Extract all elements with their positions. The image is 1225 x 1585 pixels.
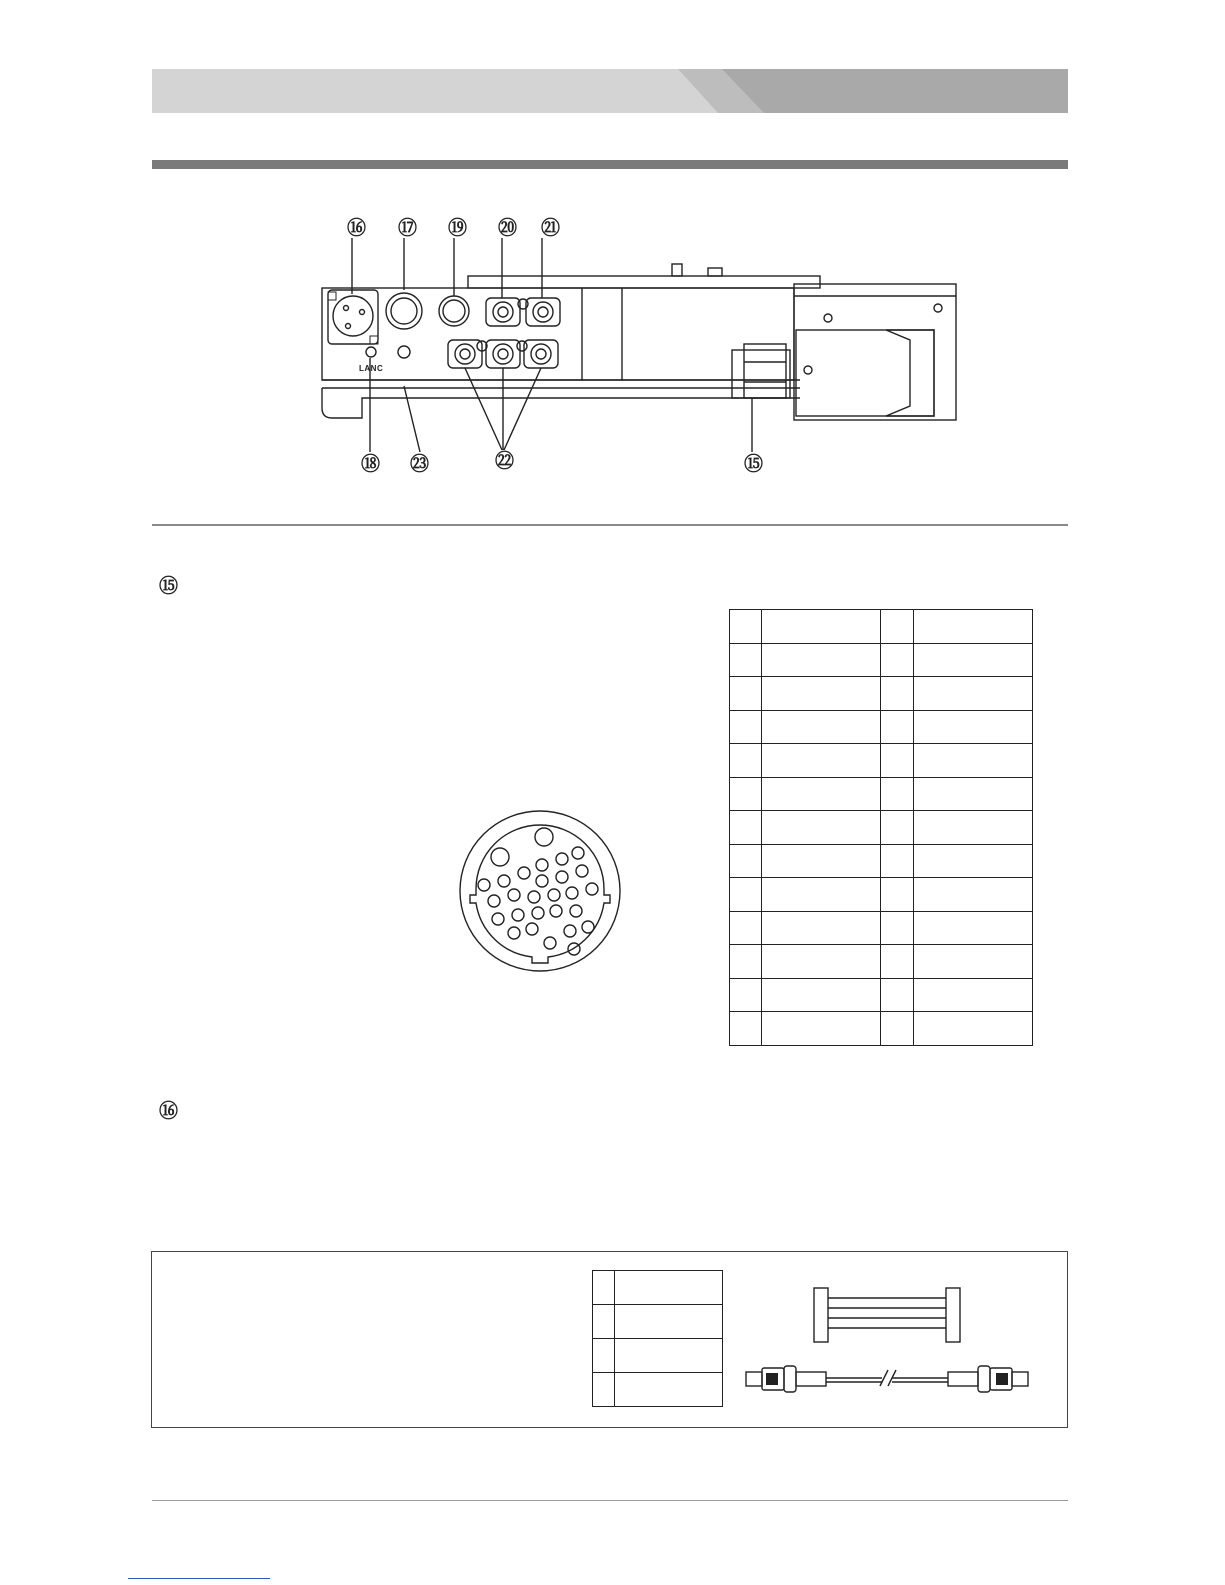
pin-number [730, 777, 762, 811]
pin-number [730, 643, 762, 677]
pin-number [730, 811, 762, 845]
pin-number [881, 1012, 913, 1046]
table-row [593, 1305, 723, 1339]
table-row [730, 710, 1033, 744]
signal-name [913, 945, 1032, 979]
callout-16: ⑯ [347, 217, 367, 239]
pin-number [730, 677, 762, 711]
table-row [730, 744, 1033, 778]
pin-number [593, 1373, 615, 1407]
callout-21: ㉑ [541, 217, 561, 239]
signal-name [913, 677, 1032, 711]
table-row [730, 945, 1033, 979]
pin-number [881, 844, 913, 878]
signal-name [762, 978, 881, 1012]
table-row [593, 1271, 723, 1305]
pin-number [730, 945, 762, 979]
pin-number [730, 844, 762, 878]
callout-15: ⑮ [744, 453, 764, 475]
table-row [730, 978, 1033, 1012]
pin-number [881, 744, 913, 778]
pin-number [730, 911, 762, 945]
signal-name [762, 911, 881, 945]
table-row [730, 911, 1033, 945]
signal-name [615, 1305, 723, 1339]
table-row [730, 1012, 1033, 1046]
signal-name [913, 844, 1032, 878]
pin-number [881, 610, 913, 644]
signal-name [913, 777, 1032, 811]
pin-number [881, 978, 913, 1012]
pin-number [730, 610, 762, 644]
pin-number [881, 710, 913, 744]
pin-number [881, 878, 913, 912]
signal-name [762, 945, 881, 979]
signal-name [762, 677, 881, 711]
table-row [730, 677, 1033, 711]
lanc-label: LANC [359, 364, 384, 373]
pin-number [593, 1305, 615, 1339]
signal-name [913, 811, 1032, 845]
table-row [730, 777, 1033, 811]
signal-name [913, 978, 1032, 1012]
pin-number [881, 677, 913, 711]
callout-23: ㉓ [410, 453, 430, 475]
footer-link-underline [128, 1578, 270, 1579]
pin-number [593, 1339, 615, 1373]
callout-19: ⑲ [448, 217, 468, 239]
table-row [593, 1339, 723, 1373]
multipin-connector-diagram [458, 807, 622, 975]
pin-number [730, 878, 762, 912]
pin-number [881, 643, 913, 677]
signal-name [762, 610, 881, 644]
pin-number [730, 978, 762, 1012]
table-row [730, 811, 1033, 845]
signal-name [762, 878, 881, 912]
footer-rule [152, 1500, 1068, 1501]
pin-number [881, 911, 913, 945]
table-row [730, 878, 1033, 912]
section-divider [152, 524, 1068, 526]
pin-number [730, 1012, 762, 1046]
pin-number [881, 945, 913, 979]
header-banner [152, 69, 1068, 113]
rear-panel-diagram [310, 212, 990, 484]
cable-pin-table [592, 1270, 723, 1407]
signal-name [615, 1271, 723, 1305]
table-row [593, 1373, 723, 1407]
signal-name [913, 878, 1032, 912]
signal-name [913, 610, 1032, 644]
section-marker-15: ⑮ [159, 575, 179, 597]
pin-number [881, 811, 913, 845]
signal-name [762, 710, 881, 744]
pin-number [730, 744, 762, 778]
signal-name [913, 911, 1032, 945]
pin-number [593, 1271, 615, 1305]
signal-name [762, 643, 881, 677]
section-rule [152, 160, 1068, 169]
signal-name [762, 1012, 881, 1046]
table-row [730, 610, 1033, 644]
table-row [730, 643, 1033, 677]
callout-22: ㉒ [495, 450, 515, 472]
signal-name [762, 777, 881, 811]
callout-17: ⑰ [398, 217, 418, 239]
signal-name [762, 744, 881, 778]
signal-name [913, 710, 1032, 744]
signal-name [762, 811, 881, 845]
signal-name [913, 744, 1032, 778]
signal-name [615, 1373, 723, 1407]
signal-name [615, 1339, 723, 1373]
pin-number [730, 710, 762, 744]
callout-20: ⑳ [498, 217, 518, 239]
signal-name [762, 844, 881, 878]
table-row [730, 844, 1033, 878]
callout-18: ⑱ [361, 453, 381, 475]
signal-name [913, 643, 1032, 677]
pin-assignment-table [729, 609, 1033, 1046]
pin-number [881, 777, 913, 811]
signal-name [913, 1012, 1032, 1046]
section-marker-16: ⑯ [159, 1100, 179, 1122]
cable-diagram [742, 1284, 1052, 1404]
